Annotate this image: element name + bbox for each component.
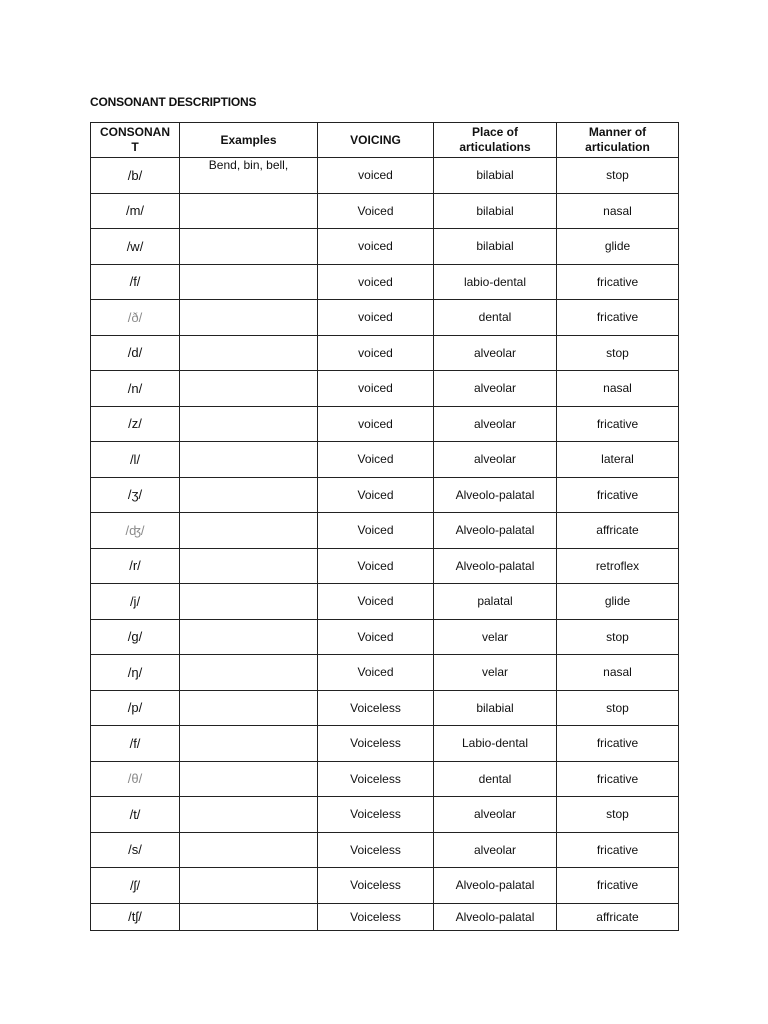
consonant-symbol: /ŋ/ bbox=[91, 655, 180, 691]
consonant-symbol: /z/ bbox=[91, 406, 180, 442]
place-cell: alveolar bbox=[434, 335, 557, 371]
table-row bbox=[91, 903, 679, 930]
place-cell: alveolar bbox=[434, 371, 557, 407]
examples-cell bbox=[180, 797, 318, 833]
table-row bbox=[91, 193, 679, 229]
place-cell: bilabial bbox=[434, 158, 557, 194]
examples-cell bbox=[180, 229, 318, 265]
place-cell: alveolar bbox=[434, 406, 557, 442]
consonant-symbol: /j/ bbox=[91, 584, 180, 620]
examples-cell bbox=[180, 726, 318, 762]
consonant-symbol: /n/ bbox=[91, 371, 180, 407]
place-cell: bilabial bbox=[434, 193, 557, 229]
header-manner-line1: Manner of bbox=[588, 125, 647, 139]
consonant-symbol: /p/ bbox=[91, 690, 180, 726]
header-consonant bbox=[91, 123, 180, 158]
consonant-symbol: /t/ bbox=[91, 797, 180, 833]
voicing-cell: Voiced bbox=[318, 193, 434, 229]
header-consonant-line1: CONSONAN bbox=[99, 125, 170, 139]
manner-cell: nasal bbox=[557, 371, 679, 407]
examples-cell bbox=[180, 442, 318, 478]
voicing-cell: voiced bbox=[318, 300, 434, 336]
table-row bbox=[91, 477, 679, 513]
consonant-symbol: /d/ bbox=[91, 335, 180, 371]
voicing-cell: Voiceless bbox=[318, 797, 434, 833]
examples-cell bbox=[180, 832, 318, 868]
table-row bbox=[91, 513, 679, 549]
document-title: CONSONANT DESCRIPTIONS bbox=[90, 95, 257, 109]
manner-cell: nasal bbox=[557, 655, 679, 691]
table-row bbox=[91, 264, 679, 300]
examples-cell bbox=[180, 903, 318, 930]
table-row bbox=[91, 832, 679, 868]
voicing-cell: Voiced bbox=[318, 477, 434, 513]
consonant-symbol: /f/ bbox=[91, 264, 180, 300]
consonant-symbol: /s/ bbox=[91, 832, 180, 868]
consonant-symbol: /θ/ bbox=[91, 761, 180, 797]
voicing-cell: Voiceless bbox=[318, 868, 434, 904]
manner-cell: stop bbox=[557, 690, 679, 726]
table-row bbox=[91, 761, 679, 797]
manner-cell: fricative bbox=[557, 761, 679, 797]
manner-cell: stop bbox=[557, 158, 679, 194]
place-cell: velar bbox=[434, 655, 557, 691]
consonant-symbol: /ð/ bbox=[91, 300, 180, 336]
voicing-cell: Voiced bbox=[318, 548, 434, 584]
place-cell: bilabial bbox=[434, 690, 557, 726]
manner-cell: stop bbox=[557, 619, 679, 655]
table-row bbox=[91, 655, 679, 691]
voicing-cell: Voiceless bbox=[318, 761, 434, 797]
header-manner bbox=[557, 123, 679, 158]
table-row bbox=[91, 371, 679, 407]
examples-cell bbox=[180, 548, 318, 584]
consonant-symbol: /r/ bbox=[91, 548, 180, 584]
manner-cell: retroflex bbox=[557, 548, 679, 584]
consonant-symbol: /l/ bbox=[91, 442, 180, 478]
table-row bbox=[91, 442, 679, 478]
place-cell: alveolar bbox=[434, 442, 557, 478]
manner-cell: fricative bbox=[557, 406, 679, 442]
table-row bbox=[91, 335, 679, 371]
examples-cell bbox=[180, 513, 318, 549]
header-voicing: VOICING bbox=[318, 123, 434, 158]
manner-cell: affricate bbox=[557, 513, 679, 549]
manner-cell: fricative bbox=[557, 832, 679, 868]
table-row bbox=[91, 619, 679, 655]
voicing-cell: voiced bbox=[318, 158, 434, 194]
place-cell: dental bbox=[434, 300, 557, 336]
manner-cell: fricative bbox=[557, 868, 679, 904]
consonant-symbol: /ʒ/ bbox=[91, 477, 180, 513]
voicing-cell: voiced bbox=[318, 229, 434, 265]
voicing-cell: Voiceless bbox=[318, 903, 434, 930]
header-place bbox=[434, 123, 557, 158]
examples-cell bbox=[180, 584, 318, 620]
examples-cell bbox=[180, 868, 318, 904]
manner-cell: lateral bbox=[557, 442, 679, 478]
place-cell: palatal bbox=[434, 584, 557, 620]
place-cell: Alveolo-palatal bbox=[434, 903, 557, 930]
table-row bbox=[91, 690, 679, 726]
manner-cell: stop bbox=[557, 797, 679, 833]
consonant-table bbox=[90, 122, 679, 931]
table-row bbox=[91, 584, 679, 620]
consonant-symbol: /g/ bbox=[91, 619, 180, 655]
place-cell: Alveolo-palatal bbox=[434, 513, 557, 549]
examples-cell bbox=[180, 655, 318, 691]
voicing-cell: voiced bbox=[318, 371, 434, 407]
table-row bbox=[91, 406, 679, 442]
manner-cell: fricative bbox=[557, 726, 679, 762]
table-row bbox=[91, 726, 679, 762]
voicing-cell: voiced bbox=[318, 335, 434, 371]
header-manner-line2: articulation bbox=[585, 140, 650, 154]
manner-cell: glide bbox=[557, 584, 679, 620]
place-cell: bilabial bbox=[434, 229, 557, 265]
header-place-line1: Place of bbox=[471, 125, 519, 139]
place-cell: alveolar bbox=[434, 797, 557, 833]
consonant-symbol: /ʃ/ bbox=[91, 868, 180, 904]
voicing-cell: Voiced bbox=[318, 584, 434, 620]
voicing-cell: Voiced bbox=[318, 655, 434, 691]
manner-cell: stop bbox=[557, 335, 679, 371]
place-cell: Alveolo-palatal bbox=[434, 477, 557, 513]
table-row bbox=[91, 300, 679, 336]
place-cell: Alveolo-palatal bbox=[434, 548, 557, 584]
header-consonant-line2: T bbox=[131, 140, 139, 154]
examples-cell bbox=[180, 264, 318, 300]
manner-cell: fricative bbox=[557, 300, 679, 336]
consonant-symbol: /ʤ/ bbox=[91, 513, 180, 549]
place-cell: labio-dental bbox=[434, 264, 557, 300]
voicing-cell: Voiceless bbox=[318, 832, 434, 868]
place-cell: alveolar bbox=[434, 832, 557, 868]
consonant-symbol: /w/ bbox=[91, 229, 180, 265]
consonant-symbol: /tʃ/ bbox=[91, 903, 180, 930]
table-row bbox=[91, 158, 679, 194]
consonant-symbol: /b/ bbox=[91, 158, 180, 194]
manner-cell: nasal bbox=[557, 193, 679, 229]
examples-cell bbox=[180, 761, 318, 797]
manner-cell: glide bbox=[557, 229, 679, 265]
table-row bbox=[91, 797, 679, 833]
voicing-cell: Voiced bbox=[318, 619, 434, 655]
examples-cell bbox=[180, 477, 318, 513]
voicing-cell: voiced bbox=[318, 264, 434, 300]
place-cell: dental bbox=[434, 761, 557, 797]
place-cell: velar bbox=[434, 619, 557, 655]
place-cell: Labio-dental bbox=[434, 726, 557, 762]
voicing-cell: voiced bbox=[318, 406, 434, 442]
consonant-symbol: /f/ bbox=[91, 726, 180, 762]
examples-cell bbox=[180, 690, 318, 726]
table-row bbox=[91, 229, 679, 265]
voicing-cell: Voiced bbox=[318, 513, 434, 549]
examples-cell bbox=[180, 193, 318, 229]
examples-cell: Bend, bin, bell, bbox=[180, 158, 318, 194]
table-row bbox=[91, 548, 679, 584]
table-row bbox=[91, 868, 679, 904]
voicing-cell: Voiceless bbox=[318, 690, 434, 726]
header-place-line2: articulations bbox=[459, 140, 531, 154]
examples-cell bbox=[180, 371, 318, 407]
manner-cell: fricative bbox=[557, 477, 679, 513]
examples-cell bbox=[180, 335, 318, 371]
examples-cell bbox=[180, 619, 318, 655]
voicing-cell: Voiced bbox=[318, 442, 434, 478]
examples-cell bbox=[180, 406, 318, 442]
table-header-row bbox=[91, 123, 679, 158]
manner-cell: affricate bbox=[557, 903, 679, 930]
voicing-cell: Voiceless bbox=[318, 726, 434, 762]
manner-cell: fricative bbox=[557, 264, 679, 300]
examples-cell bbox=[180, 300, 318, 336]
header-examples: Examples bbox=[180, 123, 318, 158]
place-cell: Alveolo-palatal bbox=[434, 868, 557, 904]
consonant-symbol: /m/ bbox=[91, 193, 180, 229]
